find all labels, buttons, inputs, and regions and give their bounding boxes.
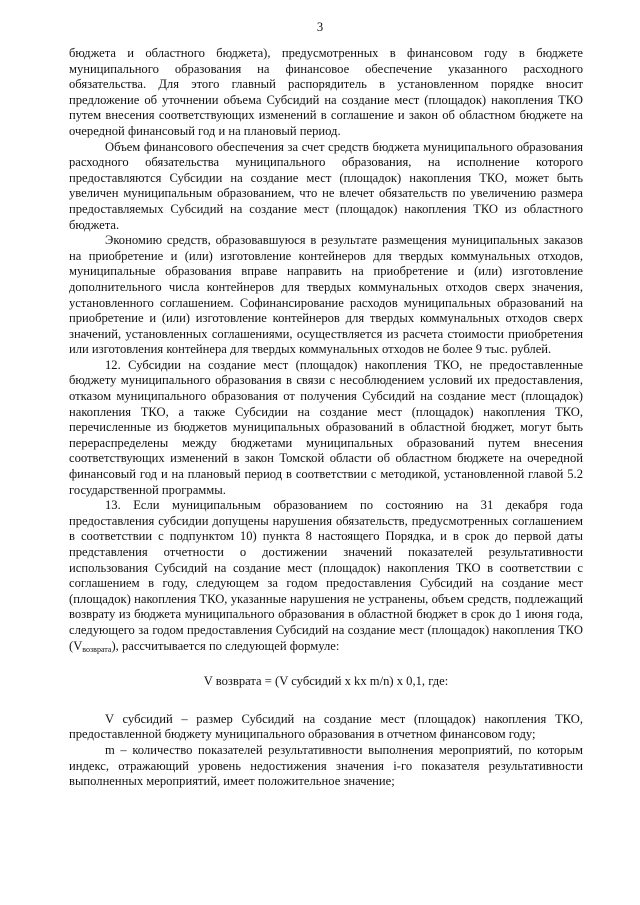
clause-13-text: 13. Если муниципальным образованием по состоянию на 31 декабря года предоставления субсидии допущены нарушения обязательств, предусмотренных соглашением в соответствии с подпунктом 10) пункта 8 настоящего Порядка, и в срок до первой даты представления отчетности о достижении значений показателей результативности использования Субсидий на создание мест (площадок) накопления ТКО в соответствии с соглашением в году, следующем за годом предоставления Субсидий на создание мест (площадок) накопления ТКО, указанные нарушения не устранены, объем средств, подлежащий возврату из бюджета муниципального образования в областной бюджет в срок до 1 июня года, следующего за годом предоставления Субсидий на создание мест (площадок) накопления ТКО (V	[69, 498, 583, 653]
paragraph-savings: Экономию средств, образовавшуюся в результате размещения муниципальных заказов на приобретение и (или) изготовление контейнеров для твердых коммунальных отходов, муниципальные образования вправе направить на приобретение и (или) изготовление дополнительного числа контейнеров для твердых коммунальных отходов сверх значения, установленного соглашением. Софинансирование расходов муниципальных образований на приобретение и (или) изготовление контейнеров для твердых коммунальных отходов сверх значений, установленных соглашениями, осуществляется из расчета стоимости приобретения или изготовления контейнера для твердых коммунальных отходов не более 9 тыс. рублей.	[69, 233, 583, 357]
paragraph-m-definition: m – количество показателей результативности выполнения мероприятий, по которым индекс, отражающий уровень недостижения значения i-го показателя результативности выполненных мероприятий, имеет положительное значение;	[69, 742, 583, 789]
paragraph-financing-volume: Объем финансового обеспечения за счет средств бюджета муниципального образования расходного обязательства муниципального образования, на исполнение которого предоставляются Субсидии на создание мест (площадок) накопления ТКО, может быть увеличен муниципальным образованием, что не влечет обязательств по увеличению размера предоставляемых Субсидий на создание мест (площадок) накопления ТКО из областного бюджета.	[69, 139, 583, 232]
refund-formula: V возврата = (V субсидий x kx m/n) x 0,1, где:	[203, 674, 449, 689]
paragraph-clause-13	[69, 498, 583, 654]
paragraph-v-subsidies-definition: V субсидий – размер Субсидий на создание мест (площадок) накопления ТКО, предоставленной бюджету муниципального образования в отчетном финансовом году;	[69, 711, 583, 742]
v-return-subscript: возврата	[82, 644, 112, 654]
page-number: 3	[316, 20, 324, 34]
document-body	[69, 46, 583, 790]
clause-13-tail: ), рассчитывается по следующей формуле:	[111, 638, 340, 653]
paragraph-budget-continuation: бюджета и областного бюджета), предусмотренных в финансовом году в бюджете муниципального образования на финансовое обеспечение указанного расходного обязательства. Для этого главный распорядитель в установленном порядке вносит предложение об уточнении объема Субсидий на создание мест (площадок) накопления ТКО путем внесения соответствующих изменений в соглашение и закон об областном бюджете на очередной финансовый год и на плановый период.	[69, 46, 583, 138]
paragraph-clause-12: 12. Субсидии на создание мест (площадок) накопления ТКО, не предоставленные бюджету муниципального образования в связи с несоблюдением условий их предоставления, отказом муниципального образования от получения Субсидий на создание мест (площадок) накопления ТКО, а также Субсидии на создание мест (площадок) накопления ТКО, перечисленные из бюджетов муниципальных образований в областной бюджет, могут быть перераспределены между бюджетами муниципальных образований путем внесения соответствующих изменений в закон Томской области об областном бюджете на очередной финансовый год и на плановый период в соответствии с методикой, установленной главой 5.2 государственной программы.	[69, 357, 583, 497]
